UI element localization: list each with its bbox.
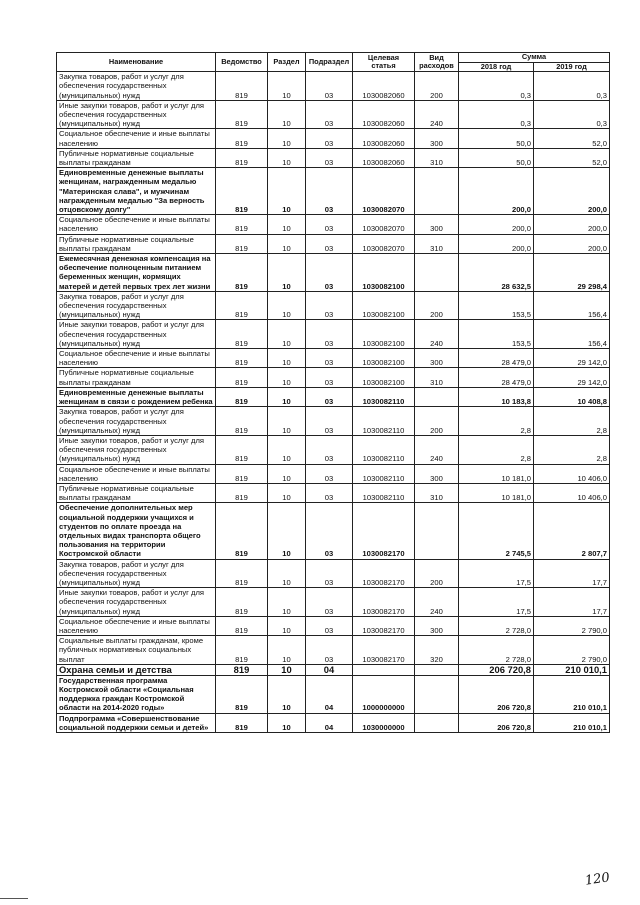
cell-y2018: 50,0 [459, 148, 534, 167]
cell-y2018: 2 728,0 [459, 616, 534, 635]
cell-name: Публичные нормативные социальные выплаты гражданам [57, 483, 216, 502]
cell-subsection: 03 [306, 320, 353, 349]
cell-subsection: 03 [306, 148, 353, 167]
table-row [57, 464, 610, 483]
cell-y2019: 0,3 [534, 72, 610, 101]
cell-target: 1000000000 [353, 675, 415, 713]
cell-section: 10 [268, 464, 306, 483]
cell-y2019: 29 142,0 [534, 349, 610, 368]
cell-target: 1030082110 [353, 387, 415, 406]
cell-exp-type: 300 [415, 616, 459, 635]
cell-dept: 819 [216, 100, 268, 129]
cell-subsection: 03 [306, 464, 353, 483]
table-row [57, 368, 610, 387]
cell-y2019: 17,7 [534, 588, 610, 617]
cell-dept: 819 [216, 234, 268, 253]
cell-target: 1030082100 [353, 349, 415, 368]
cell-y2019: 200,0 [534, 234, 610, 253]
header-year-2018: 2018 год [459, 62, 534, 72]
cell-name: Публичные нормативные социальные выплаты гражданам [57, 368, 216, 387]
cell-target: 1030082110 [353, 407, 415, 436]
cell-section: 10 [268, 72, 306, 101]
cell-dept: 819 [216, 254, 268, 292]
cell-exp-type [415, 713, 459, 732]
cell-name: Закупка товаров, работ и услуг для обеспечения государственных (муниципальных) нужд [57, 72, 216, 101]
page-number: 120 [584, 870, 611, 889]
cell-section: 10 [268, 713, 306, 732]
table-row [57, 616, 610, 635]
cell-dept: 819 [216, 320, 268, 349]
cell-dept: 819 [216, 291, 268, 320]
cell-name: Социальное обеспечение и иные выплаты населению [57, 464, 216, 483]
cell-section: 10 [268, 559, 306, 588]
cell-section: 10 [268, 675, 306, 713]
cell-subsection: 03 [306, 234, 353, 253]
table-row [57, 713, 610, 732]
cell-dept: 819 [216, 215, 268, 234]
cell-section: 10 [268, 320, 306, 349]
cell-target: 1030082100 [353, 320, 415, 349]
table-row [57, 664, 610, 675]
cell-y2019: 29 142,0 [534, 368, 610, 387]
cell-exp-type: 240 [415, 100, 459, 129]
cell-y2018: 0,3 [459, 100, 534, 129]
cell-y2019: 210 010,1 [534, 675, 610, 713]
cell-y2018: 28 632,5 [459, 254, 534, 292]
table-row [57, 254, 610, 292]
cell-y2018: 10 181,0 [459, 483, 534, 502]
header-subsection: Подраздел [306, 53, 353, 72]
cell-target: 1030082060 [353, 148, 415, 167]
cell-y2018: 206 720,8 [459, 713, 534, 732]
cell-name: Единовременные денежные выплаты женщинам в связи с рождением ребенка [57, 387, 216, 406]
cell-y2018: 206 720,8 [459, 675, 534, 713]
cell-y2019: 156,4 [534, 320, 610, 349]
header-exp-type: Вид расходов [415, 53, 459, 72]
table-row [57, 483, 610, 502]
cell-y2018: 2,8 [459, 407, 534, 436]
table-row [57, 100, 610, 129]
cell-y2018: 17,5 [459, 559, 534, 588]
cell-y2018: 206 720,8 [459, 664, 534, 675]
cell-subsection: 03 [306, 368, 353, 387]
table-row [57, 349, 610, 368]
cell-name: Социальное обеспечение и иные выплаты населению [57, 616, 216, 635]
cell-subsection: 03 [306, 435, 353, 464]
cell-exp-type: 240 [415, 320, 459, 349]
cell-y2018: 28 479,0 [459, 368, 534, 387]
cell-y2019: 200,0 [534, 215, 610, 234]
cell-exp-type [415, 254, 459, 292]
cell-subsection: 03 [306, 100, 353, 129]
cell-target: 1030082100 [353, 254, 415, 292]
cell-target: 1030082170 [353, 588, 415, 617]
cell-y2019: 10 406,0 [534, 483, 610, 502]
cell-y2019: 210 010,1 [534, 713, 610, 732]
table-row [57, 435, 610, 464]
cell-target: 1030082060 [353, 129, 415, 148]
header-sum: Сумма [459, 53, 610, 63]
cell-subsection: 03 [306, 72, 353, 101]
cell-subsection: 03 [306, 215, 353, 234]
table-row [57, 291, 610, 320]
cell-exp-type: 310 [415, 483, 459, 502]
cell-subsection: 03 [306, 559, 353, 588]
cell-subsection: 03 [306, 129, 353, 148]
cell-target: 1030082070 [353, 234, 415, 253]
cell-exp-type: 300 [415, 349, 459, 368]
cell-target: 1030082100 [353, 368, 415, 387]
header-year-2019: 2019 год [534, 62, 610, 72]
cell-exp-type: 300 [415, 129, 459, 148]
cell-name: Единовременные денежные выплаты женщинам, награжденным медалью "Материнская слава", и мужчинам награжденным медалью "За верность отцовскому долгу" [57, 168, 216, 215]
cell-exp-type [415, 168, 459, 215]
cell-subsection: 03 [306, 291, 353, 320]
table-row [57, 636, 610, 665]
cell-y2019: 2,8 [534, 407, 610, 436]
budget-table [56, 52, 610, 733]
cell-y2019: 10 408,8 [534, 387, 610, 406]
cell-exp-type: 320 [415, 636, 459, 665]
table-row [57, 503, 610, 559]
header-target: Целевая статья [353, 53, 415, 72]
cell-section: 10 [268, 483, 306, 502]
cell-y2018: 2,8 [459, 435, 534, 464]
cell-name: Публичные нормативные социальные выплаты гражданам [57, 234, 216, 253]
cell-target: 1030082170 [353, 559, 415, 588]
cell-dept: 819 [216, 168, 268, 215]
cell-subsection: 03 [306, 636, 353, 665]
cell-exp-type: 240 [415, 588, 459, 617]
cell-exp-type: 310 [415, 368, 459, 387]
table-row [57, 148, 610, 167]
cell-section: 10 [268, 168, 306, 215]
cell-subsection: 03 [306, 588, 353, 617]
cell-y2019: 2,8 [534, 435, 610, 464]
cell-subsection: 03 [306, 483, 353, 502]
cell-dept: 819 [216, 368, 268, 387]
cell-section: 10 [268, 254, 306, 292]
cell-dept: 819 [216, 349, 268, 368]
cell-subsection: 03 [306, 407, 353, 436]
header-name: Наименование [57, 53, 216, 72]
cell-y2018: 10 181,0 [459, 464, 534, 483]
table-row [57, 215, 610, 234]
cell-subsection: 03 [306, 387, 353, 406]
cell-dept: 819 [216, 559, 268, 588]
cell-y2018: 17,5 [459, 588, 534, 617]
cell-exp-type [415, 387, 459, 406]
cell-subsection: 04 [306, 664, 353, 675]
cell-y2019: 156,4 [534, 291, 610, 320]
cell-y2019: 2 790,0 [534, 616, 610, 635]
cell-exp-type: 240 [415, 435, 459, 464]
cell-section: 10 [268, 234, 306, 253]
cell-section: 10 [268, 407, 306, 436]
cell-name: Социальное обеспечение и иные выплаты населению [57, 349, 216, 368]
cell-name: Государственная программа Костромской области «Социальная поддержка граждан Костромской области на 2014-2020 годы» [57, 675, 216, 713]
cell-subsection: 03 [306, 254, 353, 292]
header-section: Раздел [268, 53, 306, 72]
cell-exp-type: 310 [415, 234, 459, 253]
cell-section: 10 [268, 636, 306, 665]
cell-section: 10 [268, 664, 306, 675]
table-row [57, 559, 610, 588]
cell-section: 10 [268, 148, 306, 167]
cell-name: Иные закупки товаров, работ и услуг для обеспечения государственных (муниципальных) нужд [57, 100, 216, 129]
cell-name: Иные закупки товаров, работ и услуг для обеспечения государственных (муниципальных) нужд [57, 320, 216, 349]
table-row [57, 588, 610, 617]
cell-exp-type: 300 [415, 464, 459, 483]
cell-exp-type [415, 664, 459, 675]
cell-y2019: 210 010,1 [534, 664, 610, 675]
cell-dept: 819 [216, 464, 268, 483]
cell-y2018: 10 183,8 [459, 387, 534, 406]
cell-name: Социальное обеспечение и иные выплаты населению [57, 129, 216, 148]
cell-section: 10 [268, 588, 306, 617]
cell-dept: 819 [216, 387, 268, 406]
cell-exp-type: 200 [415, 72, 459, 101]
cell-target: 1030082170 [353, 503, 415, 559]
cell-name: Закупка товаров, работ и услуг для обеспечения государственных (муниципальных) нужд [57, 559, 216, 588]
cell-y2018: 200,0 [459, 168, 534, 215]
table-body [57, 72, 610, 733]
cell-dept: 819 [216, 588, 268, 617]
cell-section: 10 [268, 387, 306, 406]
cell-y2019: 10 406,0 [534, 464, 610, 483]
cell-dept: 819 [216, 616, 268, 635]
cell-subsection: 03 [306, 349, 353, 368]
cell-section: 10 [268, 100, 306, 129]
cell-y2019: 2 807,7 [534, 503, 610, 559]
cell-y2018: 153,5 [459, 320, 534, 349]
cell-y2018: 50,0 [459, 129, 534, 148]
cell-section: 10 [268, 616, 306, 635]
table-row [57, 675, 610, 713]
cell-name: Социальные выплаты гражданам, кроме публичных нормативных социальных выплат [57, 636, 216, 665]
cell-target: 1030082100 [353, 291, 415, 320]
cell-dept: 819 [216, 713, 268, 732]
table-row [57, 72, 610, 101]
cell-exp-type: 200 [415, 559, 459, 588]
cell-subsection: 04 [306, 713, 353, 732]
table-row [57, 168, 610, 215]
cell-dept: 819 [216, 148, 268, 167]
cell-name: Социальное обеспечение и иные выплаты населению [57, 215, 216, 234]
cell-section: 10 [268, 435, 306, 464]
cell-dept: 819 [216, 664, 268, 675]
cell-target: 1030000000 [353, 713, 415, 732]
cell-y2019: 0,3 [534, 100, 610, 129]
cell-section: 10 [268, 215, 306, 234]
cell-exp-type [415, 675, 459, 713]
cell-name: Публичные нормативные социальные выплаты гражданам [57, 148, 216, 167]
cell-dept: 819 [216, 435, 268, 464]
cell-dept: 819 [216, 483, 268, 502]
cell-target: 1030082110 [353, 435, 415, 464]
cell-y2019: 2 790,0 [534, 636, 610, 665]
cell-dept: 819 [216, 636, 268, 665]
cell-target: 1030082060 [353, 72, 415, 101]
cell-subsection: 03 [306, 616, 353, 635]
corner-mark [0, 898, 28, 899]
table-row [57, 320, 610, 349]
cell-dept: 819 [216, 407, 268, 436]
cell-exp-type: 200 [415, 407, 459, 436]
cell-section: 10 [268, 368, 306, 387]
cell-name: Ежемесячная денежная компенсация на обеспечение полноценным питанием беременных женщин, кормящих матерей и детей первых трех лет жизни [57, 254, 216, 292]
cell-y2018: 2 745,5 [459, 503, 534, 559]
cell-exp-type [415, 503, 459, 559]
cell-y2019: 17,7 [534, 559, 610, 588]
cell-y2018: 2 728,0 [459, 636, 534, 665]
table-row [57, 387, 610, 406]
cell-name: Закупка товаров, работ и услуг для обеспечения государственных (муниципальных) нужд [57, 407, 216, 436]
cell-section: 10 [268, 291, 306, 320]
table-row [57, 234, 610, 253]
cell-target: 1030082110 [353, 464, 415, 483]
cell-subsection: 04 [306, 675, 353, 713]
cell-exp-type: 200 [415, 291, 459, 320]
cell-y2018: 0,3 [459, 72, 534, 101]
cell-target: 1030082170 [353, 636, 415, 665]
cell-target [353, 664, 415, 675]
cell-y2018: 28 479,0 [459, 349, 534, 368]
cell-dept: 819 [216, 675, 268, 713]
cell-section: 10 [268, 349, 306, 368]
cell-name: Обеспечение дополнительных мер социальной поддержки учащихся и студентов по оплате проезда на отдельных видах транспорта общего пользования на территории Костромской области [57, 503, 216, 559]
cell-name: Иные закупки товаров, работ и услуг для обеспечения государственных (муниципальных) нужд [57, 435, 216, 464]
cell-exp-type: 310 [415, 148, 459, 167]
cell-dept: 819 [216, 129, 268, 148]
cell-exp-type: 300 [415, 215, 459, 234]
cell-y2019: 52,0 [534, 148, 610, 167]
cell-name: Охрана семьи и детства [57, 664, 216, 675]
cell-target: 1030082070 [353, 215, 415, 234]
cell-y2018: 200,0 [459, 234, 534, 253]
cell-target: 1030082110 [353, 483, 415, 502]
cell-section: 10 [268, 503, 306, 559]
cell-target: 1030082070 [353, 168, 415, 215]
cell-dept: 819 [216, 72, 268, 101]
header-dept: Ведомство [216, 53, 268, 72]
cell-y2018: 153,5 [459, 291, 534, 320]
table-row [57, 129, 610, 148]
cell-subsection: 03 [306, 503, 353, 559]
cell-name: Иные закупки товаров, работ и услуг для обеспечения государственных (муниципальных) нужд [57, 588, 216, 617]
cell-name: Подпрограмма «Совершенствование социальной поддержки семьи и детей» [57, 713, 216, 732]
cell-target: 1030082060 [353, 100, 415, 129]
cell-name: Закупка товаров, работ и услуг для обеспечения государственных (муниципальных) нужд [57, 291, 216, 320]
cell-target: 1030082170 [353, 616, 415, 635]
cell-y2018: 200,0 [459, 215, 534, 234]
cell-y2019: 200,0 [534, 168, 610, 215]
cell-y2019: 29 298,4 [534, 254, 610, 292]
cell-section: 10 [268, 129, 306, 148]
cell-y2019: 52,0 [534, 129, 610, 148]
cell-subsection: 03 [306, 168, 353, 215]
table-row [57, 407, 610, 436]
cell-dept: 819 [216, 503, 268, 559]
